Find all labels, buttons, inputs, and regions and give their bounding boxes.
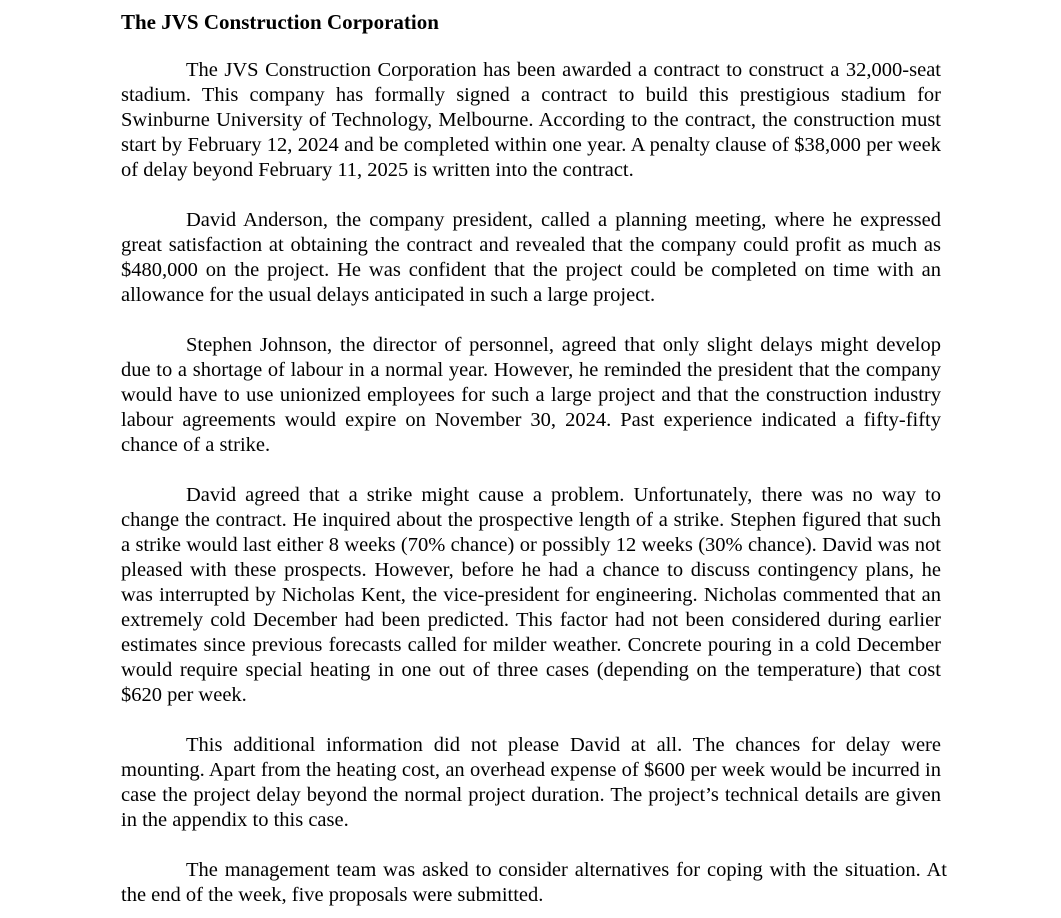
paragraph-strike-and-weather: David agreed that a strike might cause a problem. Unfortunately, there was no way to change the contract. He inquired about the prospective length of a strike. Stephen figured that such a strike would last either 8 weeks (70% chance) or possibly 12 weeks (30% chance). David was not pleased with these prospects. However, before he had a chance to discuss contingency plans, he was interrupted by Nicholas Kent, the vice-president for engineering. Nicholas commented that an extremely cold December had been predicted. This factor had not been considered during earlier estimates since previous forecasts called for milder weather. Concrete pouring in a cold December would require special heating in one out of three cases (depending on the temperature) that cost $620 per week. — [121, 484, 941, 706]
document-page — [121, 8, 947, 908]
paragraph-labour-strike: Stephen Johnson, the director of personnel, agreed that only slight delays might develop due to a shortage of labour in a normal year. However, he reminded the president that the company would have to use unionized employees for such a large project and that the construction industry labour agreements would expire on November 30, 2024. Past experience indicated a fifty-fifty chance of a strike. — [121, 334, 941, 456]
paragraph-proposals: The management team was asked to consider alternatives for coping with the situation. At the end of the week, five proposals were submitted. — [121, 859, 947, 906]
document-title: The JVS Construction Corporation — [121, 10, 439, 34]
paragraph-contract-award: The JVS Construction Corporation has been awarded a contract to construct a 32,000-seat stadium. This company has formally signed a contract to build this prestigious stadium for Swinburne University of Technology, Melbourne. According to the contract, the construction must start by February 12, 2024 and be completed within one year. A penalty clause of $38,000 per week of delay beyond February 11, 2025 is written into the contract. — [121, 59, 941, 181]
paragraph-overhead-expense: This additional information did not please David at all. The chances for delay were mounting. Apart from the heating cost, an overhead expense of $600 per week would be incurred in case the project delay beyond the normal project duration. The project’s technical details are given in the appendix to this case. — [121, 734, 941, 831]
paragraph-planning-meeting: David Anderson, the company president, called a planning meeting, where he expressed great satisfaction at obtaining the contract and revealed that the company could profit as much as $480,000 on the project. He was confident that the project could be completed on time with an allowance for the usual delays anticipated in such a large project. — [121, 209, 941, 306]
